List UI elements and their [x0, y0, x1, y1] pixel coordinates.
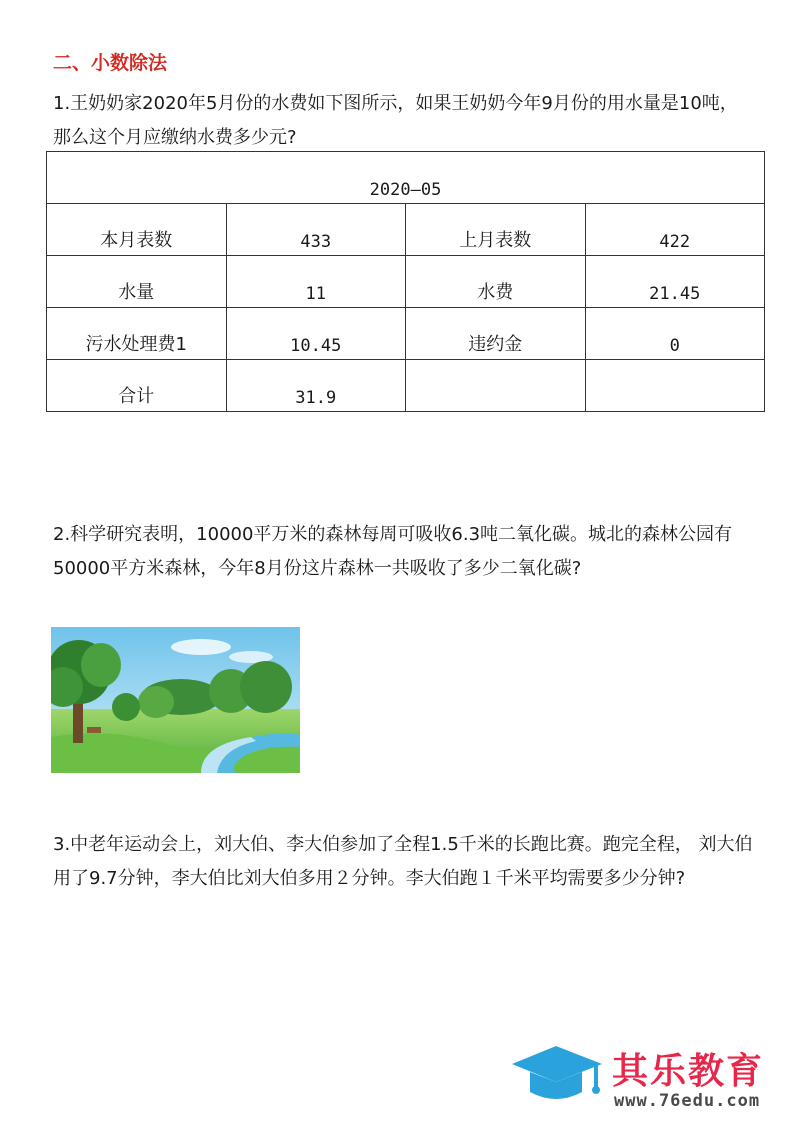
table-cell: 21.45: [585, 256, 765, 308]
question-3-text: 3.中老年运动会上，刘大伯、李大伯参加了全程1.5千米的长跑比赛。跑完全程， 刘大伯用了9.7分钟，李大伯比刘大伯多用２分钟。李大伯跑１千米平均需要多少分钟?: [53, 834, 753, 889]
table-cell: 0: [585, 308, 765, 360]
table-cell: 合计: [47, 360, 227, 412]
table-cell: 10.45: [226, 308, 406, 360]
question-1-text: 1.王奶奶家2020年5月份的水费如下图所示，如果王奶奶今年9月份的用水量是10吨，那么这个月应缴纳水费多少元?: [53, 93, 738, 148]
table-cell: 污水处理费1: [47, 308, 227, 360]
forest-park-illustration: [51, 627, 300, 773]
table-cell: 11: [226, 256, 406, 308]
graduation-cap-icon: [510, 1040, 610, 1115]
table-row: [47, 308, 765, 360]
table-row: [47, 204, 765, 256]
table-cell: 水费: [406, 256, 586, 308]
water-bill-table: [46, 151, 765, 412]
question-2-text: 2.科学研究表明，10000平万米的森林每周可吸收6.3吨二氧化碳。城北的森林公园有50000平方米森林，今年8月份这片森林一共吸收了多少二氧化碳?: [53, 524, 733, 579]
table-cell: 上月表数: [406, 204, 586, 256]
table-cell: 31.9: [226, 360, 406, 412]
brand-url: www.76edu.com: [614, 1091, 761, 1111]
bill-header: 2020—05: [47, 152, 765, 204]
table-cell: [585, 360, 765, 412]
table-row: [47, 360, 765, 412]
table-cell: [406, 360, 586, 412]
section-title: 二、小数除法: [53, 52, 168, 74]
table-row: [47, 256, 765, 308]
brand-name: 其乐教育: [612, 1051, 765, 1092]
table-cell: 水量: [47, 256, 227, 308]
table-cell: 422: [585, 204, 765, 256]
table-cell: 违约金: [406, 308, 586, 360]
table-cell: 433: [226, 204, 406, 256]
table-cell: 本月表数: [47, 204, 227, 256]
